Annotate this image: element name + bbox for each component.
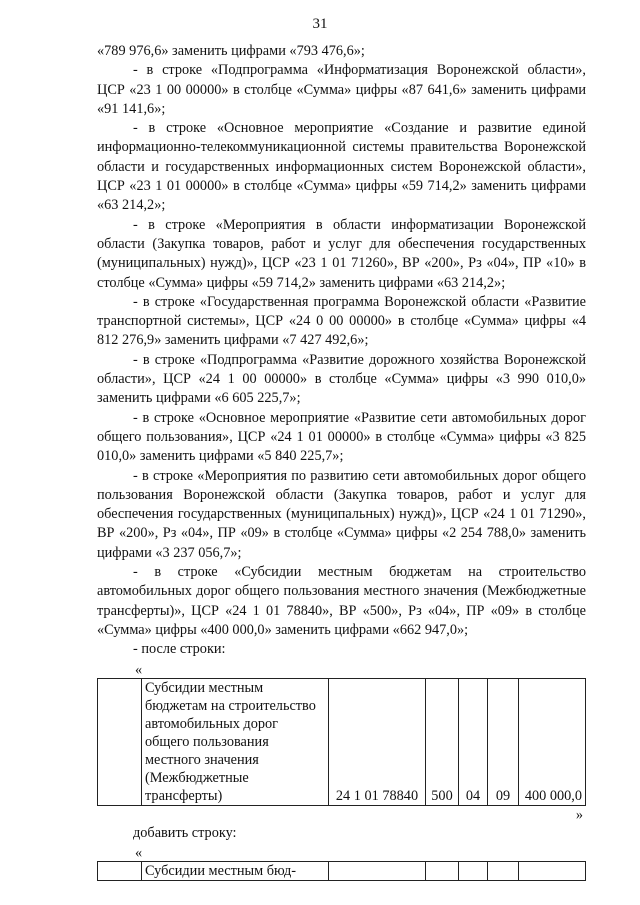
open-quote: «: [135, 661, 143, 678]
add-row-label: добавить строку:: [133, 824, 237, 841]
table-cell-sum: 400 000,0: [519, 678, 586, 805]
table-cell-empty: [98, 678, 142, 805]
table-cell-description: Субсидии местным бюд-: [142, 861, 329, 880]
paragraph: - в строке «Подпрограмма «Развитие дорожного хозяйства Воронежской области», ЦСР «24 1 00 00000» в столбце «Сумма» цифры «3 990 010,0» заменить цифрами «6 605 225,7»;: [97, 351, 586, 407]
document-body: [97, 42, 586, 881]
table-cell-sum: [519, 861, 586, 880]
open-quote: «: [135, 844, 143, 861]
paragraph: - в строке «Мероприятия по развитию сети автомобильных дорог общего пользования Воронежской области (Закупка товаров, работ и услуг для обеспечения государственных (муниципальных) нужд)», ЦСР «24 1 01 71290», ВР «200», Рз «04», ПР «09» в столбце «Сумма» цифры «2 254 788,0» заменить цифрами «3 237 056,7»;: [97, 467, 586, 561]
after-rows-label: - после строки:: [133, 641, 226, 658]
table-cell-description: Субсидии местным бюджетам на строительство автомобильных дорог общего пользования местного значения (Межбюджетные трансферты): [142, 678, 329, 805]
paragraph: - в строке «Основное мероприятие «Развитие сети автомобильных дорог общего пользования», ЦСР «24 1 01 00000» в столбце «Сумма» цифры «3 825 010,0» заменить цифрами «5 840 225,7»;: [97, 409, 586, 465]
page-number: 31: [312, 16, 328, 32]
paragraph: «789 976,6» заменить цифрами «793 476,6»;: [97, 43, 365, 59]
table-row: [98, 678, 586, 805]
table-cell-vr: 500: [426, 678, 459, 805]
budget-table-existing-row: [97, 678, 586, 806]
paragraph: - в строке «Государственная программа Воронежской области «Развитие транспортной системы», ЦСР «24 0 00 00000» в столбце «Сумма» цифры «4 812 276,9» заменить цифрами «7 427 492,6»;: [97, 293, 586, 349]
paragraph: - в строке «Субсидии местным бюджетам на строительство автомобильных дорог общего пользования местного значения (Межбюджетные трансферты)», ЦСР «24 1 01 78840», ВР «500», Рз «04», ПР «09» в столбце «Сумма» цифры «400 000,0» заменить цифрами «662 947,0»;: [97, 564, 586, 638]
table-cell-vr: [426, 861, 459, 880]
table-cell-empty: [98, 861, 142, 880]
table-row: [98, 861, 586, 880]
table-cell-rz: [459, 861, 488, 880]
table-cell-pr: 09: [488, 678, 519, 805]
paragraph: - в строке «Мероприятия в области информатизации Воронежской области (Закупка товаров, работ и услуг для обеспечения государственных (муниципальных) нужд)», ЦСР «23 1 01 71260», ВР «200», Рз «04», ПР «10» в столбце «Сумма» цифры «59 714,2» заменить цифрами «63 214,2»;: [97, 216, 586, 291]
table-cell-csr: 24 1 01 78840: [329, 678, 426, 805]
table-cell-csr: [329, 861, 426, 880]
table-cell-pr: [488, 861, 519, 880]
paragraph: - в строке «Основное мероприятие «Создание и развитие единой информационно-телекоммуникационной системы правительства Воронежской области и государственных информационных систем Воронежской области», ЦСР «23 1 01 00000» в столбце «Сумма» цифры «59 714,2» заменить цифрами «63 214,2»;: [97, 120, 586, 214]
budget-table-new-row: [97, 861, 586, 881]
close-quote: »: [575, 806, 583, 823]
paragraph: - в строке «Подпрограмма «Информатизация Воронежской области», ЦСР «23 1 00 00000» в столбце «Сумма» цифры «87 641,6» заменить цифрами «91 141,6»;: [97, 62, 586, 117]
table-cell-rz: 04: [459, 678, 488, 805]
